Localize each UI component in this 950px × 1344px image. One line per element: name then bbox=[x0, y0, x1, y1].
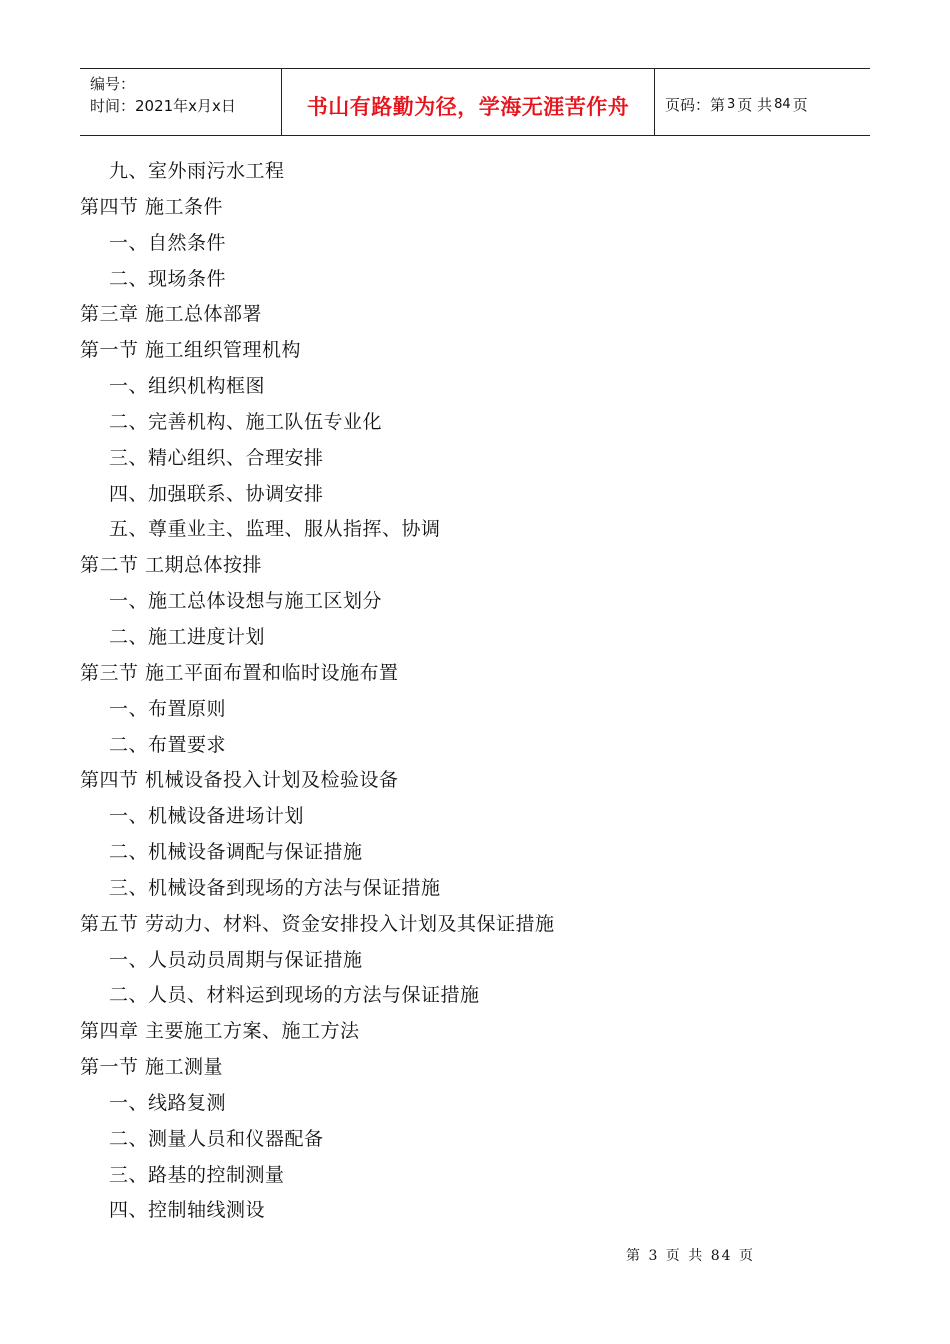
toc-subitem: 五、尊重业主、监理、服从指挥、协调 bbox=[109, 518, 441, 541]
number-label: 编号： bbox=[90, 75, 136, 93]
toc-subitem: 四、加强联系、协调安排 bbox=[109, 482, 324, 505]
table-of-contents bbox=[80, 154, 870, 1229]
toc-subitem: 一、布置原则 bbox=[109, 697, 227, 720]
toc-subitem: 二、人员、材料运到现场的方法与保证措施 bbox=[109, 984, 480, 1007]
motto-text: 书山有路勤为径，学海无涯苦作舟 bbox=[306, 95, 630, 119]
page-mid: 页 共 bbox=[737, 95, 773, 114]
header-meta bbox=[80, 69, 282, 135]
toc-heading: 第一节 施工组织管理机构 bbox=[80, 339, 302, 362]
toc-heading: 第二节 工期总体按排 bbox=[80, 554, 263, 577]
page-prefix: 页码：第 bbox=[665, 95, 726, 114]
toc-subitem: 一、人员动员周期与保证措施 bbox=[109, 948, 363, 971]
toc-heading: 第三节 施工平面布置和临时设施布置 bbox=[80, 661, 399, 684]
page-total: 84 bbox=[774, 96, 791, 112]
toc-subitem: 二、机械设备调配与保证措施 bbox=[109, 841, 363, 864]
toc-subitem: 一、施工总体设想与施工区划分 bbox=[109, 590, 383, 613]
toc-subitem: 三、路基的控制测量 bbox=[109, 1163, 285, 1186]
page-number: 3 bbox=[727, 96, 736, 112]
toc-subitem: 一、机械设备进场计划 bbox=[109, 805, 305, 828]
toc-subitem: 一、自然条件 bbox=[109, 231, 227, 254]
toc-subitem: 一、组织机构框图 bbox=[109, 375, 266, 398]
time-label: 时间：2021年x月x日 bbox=[90, 97, 236, 115]
toc-subitem: 三、机械设备到现场的方法与保证措施 bbox=[109, 876, 441, 899]
toc-heading: 第一节 施工测量 bbox=[80, 1056, 224, 1079]
header-motto-cell bbox=[282, 69, 655, 135]
toc-subitem: 二、测量人员和仪器配备 bbox=[109, 1127, 324, 1150]
toc-subitem: 二、施工进度计划 bbox=[109, 625, 266, 648]
header-page-info bbox=[655, 69, 870, 135]
page-footer: 第 3 页 共 84 页 bbox=[626, 1248, 755, 1264]
page-header bbox=[80, 68, 870, 136]
toc-subitem: 一、线路复测 bbox=[109, 1091, 227, 1114]
toc-heading: 第四节 机械设备投入计划及检验设备 bbox=[80, 769, 399, 792]
toc-heading: 第五节 劳动力、材料、资金安排投入计划及其保证措施 bbox=[80, 912, 555, 935]
toc-heading: 第四节 施工条件 bbox=[80, 195, 224, 218]
toc-subitem: 九、室外雨污水工程 bbox=[109, 160, 285, 182]
toc-subitem: 四、控制轴线测设 bbox=[109, 1199, 266, 1222]
toc-subitem: 二、现场条件 bbox=[109, 267, 227, 290]
toc-subitem: 二、布置要求 bbox=[109, 733, 227, 756]
toc-subitem: 三、精心组织、合理安排 bbox=[109, 446, 324, 469]
page-suffix: 页 bbox=[792, 95, 808, 114]
toc-heading: 第四章 主要施工方案、施工方法 bbox=[80, 1020, 360, 1043]
toc-subitem: 二、完善机构、施工队伍专业化 bbox=[109, 410, 383, 433]
toc-heading: 第三章 施工总体部署 bbox=[80, 303, 263, 326]
